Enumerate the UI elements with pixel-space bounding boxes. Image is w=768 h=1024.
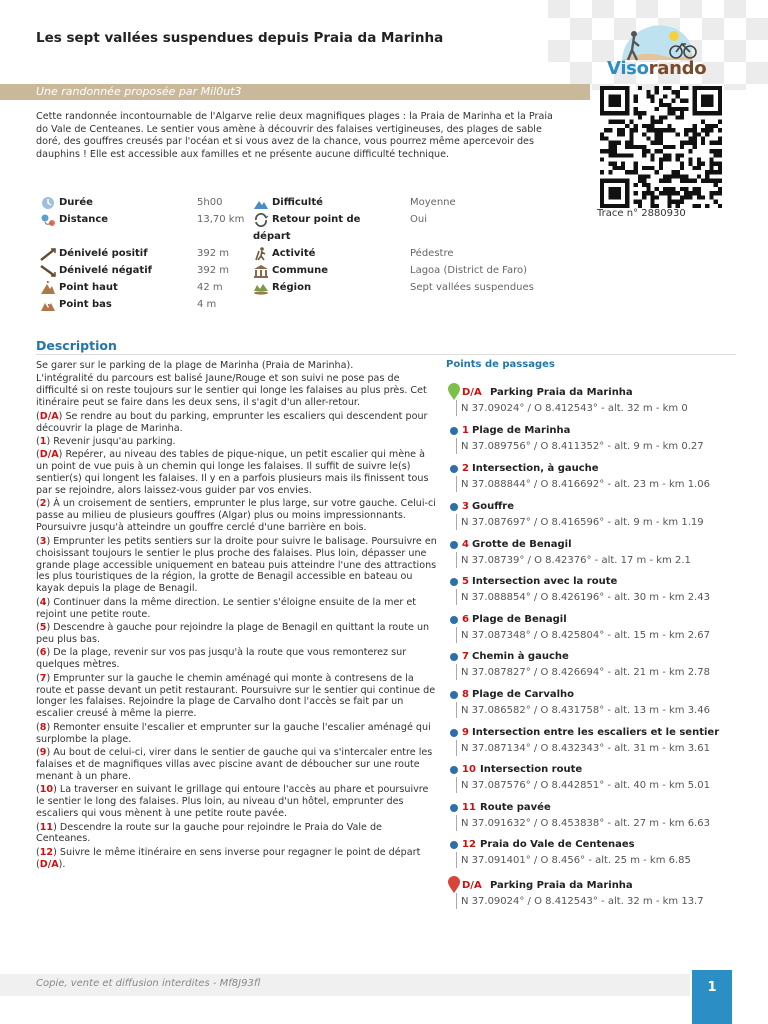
brand-wordmark: Visorando xyxy=(607,58,707,79)
waypoint-dot-icon xyxy=(450,503,458,511)
step-text: Continuer dans la même direction. Le sentier s'éloigne ensuite de la mer et rejoint une petite route. xyxy=(36,596,417,620)
end-pin-icon xyxy=(447,876,461,894)
waypoint-connector xyxy=(456,627,457,643)
step-number: D/A xyxy=(39,858,59,870)
waypoint-connector xyxy=(456,702,457,718)
waypoint-name: Plage de Carvalho xyxy=(472,689,575,700)
step-text: Revenir jusqu'au parking. xyxy=(50,435,176,447)
waypoint-dot-icon xyxy=(450,653,458,661)
waypoint-coordinates: N 37.089756° / O 8.411352° - alt. 9 m - km 0.27 xyxy=(461,441,704,452)
step-number: 4 xyxy=(39,596,47,608)
subtitle-band xyxy=(0,84,590,100)
waypoint-name: Gouffre xyxy=(472,501,515,512)
waypoint-dot-icon xyxy=(450,427,458,435)
waypoint-dot-icon xyxy=(450,541,458,549)
waypoint-connector xyxy=(456,552,457,568)
waypoint-number: 9 xyxy=(462,727,469,738)
description-heading: Description xyxy=(36,338,117,353)
waypoint-dot-icon xyxy=(450,766,458,774)
waypoint-number: 2 xyxy=(462,463,469,474)
checker-square xyxy=(570,62,592,84)
step-number: 5 xyxy=(39,622,47,634)
description-paragraph: (4) Continuer dans la même direction. Le sentier s'éloigne ensuite de la mer et rejoint une petite route. xyxy=(36,596,417,620)
waypoint-coordinates: N 37.09024° / O 8.412543° - alt. 32 m - km 0 xyxy=(461,403,688,414)
region-icon xyxy=(253,281,269,295)
step-text: ). xyxy=(58,858,66,870)
waypoint-dot-icon xyxy=(450,729,458,737)
intro-text: Cette randonnée incontournable de l'Algarve relie deux magnifiques plages : la Praia de Marinha et la Praia do Vale de Centeanes. Le sentier vous amène à découvrir des falaises vertigineuses, des plages de sable doré, des gouffres creusés par l'océan et si vous avez de la chance, vous pourrez même apercevoir des dauphins ! Elle est accessible aux familles et ne présente aucune difficulté technique. xyxy=(36,111,553,160)
stat-ascent-value: 392 m xyxy=(197,248,230,259)
step-number: D/A xyxy=(39,410,59,422)
waypoint-connector xyxy=(456,777,457,793)
waypoint-name: Chemin à gauche xyxy=(472,651,569,662)
waypoint-number: 1 xyxy=(462,425,469,436)
waypoint-name: Intersection entre les escaliers et le sentier xyxy=(472,727,720,738)
waypoints-heading: Points de passages xyxy=(446,359,555,370)
waypoint-number: 8 xyxy=(462,689,469,700)
step-number: 6 xyxy=(39,647,47,659)
waypoint-dot-icon xyxy=(450,465,458,473)
ascent-icon xyxy=(40,247,56,261)
waypoint-coordinates: N 37.088844° / O 8.416692° - alt. 23 m - km 1.06 xyxy=(461,479,710,490)
stat-distance-value: 13,70 km xyxy=(197,214,245,225)
waypoint-connector xyxy=(456,852,457,868)
step-number: 9 xyxy=(39,747,47,759)
stat-descent-value: 392 m xyxy=(197,265,230,276)
waypoint-coordinates: N 37.087697° / O 8.416596° - alt. 9 m - km 1.19 xyxy=(461,517,704,528)
start-pin-icon xyxy=(447,383,461,401)
waypoint-coordinates: N 37.08739° / O 8.42376° - alt. 17 m - km 2.1 xyxy=(461,555,691,566)
step-text: Descendre à gauche pour rejoindre la plage de Benagil en quittant la route un peu plus bas. xyxy=(36,622,430,645)
waypoint-name: Parking Praia da Marinha xyxy=(490,880,633,891)
descent-icon xyxy=(40,264,56,278)
waypoint-coordinates: N 37.09024° / O 8.412543° - alt. 32 m - km 13.7 xyxy=(461,896,704,907)
checker-square xyxy=(548,0,570,18)
description-paragraph: (3) Emprunter les petits sentiers sur la droite pour suivre le balisage. Poursuivre en choisissant toujours le sentier le plus proche des falaises. Plus loin, dépasser une grande plage accessible uniquement en bateau puis atteindre l'une des attractions les plus touristiques de la région, la grotte de Benagil accessible en bateau ou kayak depuis la plage de Benagil. xyxy=(36,535,437,595)
waypoint-number: 11 xyxy=(462,802,476,813)
waypoint-coordinates: N 37.087576° / O 8.442851° - alt. 40 m - km 5.01 xyxy=(461,780,710,791)
checker-square xyxy=(746,62,768,84)
description-body xyxy=(36,360,438,872)
step-text: Emprunter sur la gauche le chemin aménagé qui monte à contresens de la route et passe devant un petit restaurant. Poursuivre sur le sentier qui continue de longer les falaises. Rejoindre la plage de Carvalho dont l'accès se fait par un escalier creusé à même la pierre. xyxy=(36,672,436,720)
description-paragraph: (6) De la plage, revenir sur vos pas jusqu'à la route que vous remonterez sur quelques mètres. xyxy=(36,647,407,671)
step-text: Au bout de celui-ci, virer dans le sentier de gauche qui va s'intercaler entre les falaises et de magnifiques villas avec piscine avant de déboucher sur une route menant à un phare. xyxy=(36,747,433,782)
stat-activity-value: Pédestre xyxy=(410,248,454,259)
waypoint-coordinates: N 37.086582° / O 8.431758° - alt. 13 m - km 3.46 xyxy=(461,705,710,716)
waypoint-number: 3 xyxy=(462,501,469,512)
waypoint-connector xyxy=(456,893,457,909)
stat-high-point-value: 42 m xyxy=(197,282,223,293)
stat-low-point-value: 4 m xyxy=(197,299,217,310)
waypoint-number: 10 xyxy=(462,764,476,775)
step-text: L'intégralité du parcours est balisé Jaune/Rouge et son suivi ne pose pas de difficulté si on reste toujours sur le sentier qui longe les falaises au plus près. Cet itinéraire peut se faire dans les deux sens, il s'agit d'un aller-retour. xyxy=(36,373,427,409)
waypoint-connector xyxy=(456,438,457,454)
step-text: Se rendre au bout du parking, emprunter les escaliers qui descendent pour découvrir la plage de Marinha. xyxy=(36,410,428,434)
checker-square xyxy=(548,40,570,62)
waypoint-number: 7 xyxy=(462,651,469,662)
checker-square xyxy=(724,40,746,62)
waypoint-coordinates: N 37.087827° / O 8.426694° - alt. 21 m - km 2.78 xyxy=(461,667,710,678)
divider xyxy=(36,354,736,355)
author-line: Une randonnée proposée par Mil0ut3 xyxy=(36,85,242,98)
step-number: 1 xyxy=(39,435,47,447)
waypoint-number: 5 xyxy=(462,576,469,587)
checker-square xyxy=(724,84,746,90)
step-text: Remonter ensuite l'escalier et emprunter sur la gauche l'escalier aménagé qui surplombe la plage. xyxy=(36,721,431,745)
waypoint-coordinates: N 37.091401° / O 8.456° - alt. 25 m - km 6.85 xyxy=(461,855,691,866)
waypoint-name: Grotte de Benagil xyxy=(472,539,572,550)
waypoint-number: D/A xyxy=(462,387,482,398)
trace-number: Trace n° 2880930 xyxy=(597,208,686,219)
waypoint-dot-icon xyxy=(450,691,458,699)
waypoint-coordinates: N 37.087348° / O 8.425804° - alt. 15 m - km 2.67 xyxy=(461,630,710,641)
page-number: 1 xyxy=(692,970,732,1024)
waypoint-dot-icon xyxy=(450,616,458,624)
waypoint-coordinates: N 37.087134° / O 8.432343° - alt. 31 m - km 3.61 xyxy=(461,743,710,754)
description-paragraph: (D/A) Repérer, au niveau des tables de pique-nique, un petit escalier qui mène à un point de vue puis à un chemin qui longe les falaises. Il suffit de suivre le(s) sentier(s) qui longent les falaises. Il y en a parfois plusieurs mais ils finissent tous par se rejoindre, alors laissez-vous guider par vos envies. xyxy=(36,449,429,497)
step-number: 8 xyxy=(39,721,47,733)
waypoint-number: 6 xyxy=(462,614,469,625)
step-number: 10 xyxy=(39,784,54,796)
waypoint-connector xyxy=(456,400,457,416)
checker-square xyxy=(746,18,768,40)
description-paragraph: (11) Descendre la route sur la gauche pour rejoindre le Praia do Vale de Centeanes. xyxy=(36,821,382,845)
description-paragraph: (7) Emprunter sur la gauche le chemin aménagé qui monte à contresens de la route et passe devant un petit restaurant. Poursuivre sur le sentier qui continue de longer les falaises. Rejoindre la plage de Carvalho dont l'accès se fait par un escalier creusé à même la pierre. xyxy=(36,672,436,720)
footer xyxy=(0,974,690,996)
description-paragraph: (12) Suivre le même itinéraire en sens inverse pour regagner le point de départ (D/A). xyxy=(36,846,421,870)
qr-code xyxy=(596,86,726,208)
step-text: Repérer, au niveau des tables de pique-nique, un petit escalier qui mène à un point de vue puis à un chemin qui longe les falaises. Il suffit de suivre le(s) sentier(s) qui longent les falaises. Il y en a parfois plusieurs mais ils finissent tous par se rejoindre, alors laissez-vous guider par vos envies. xyxy=(36,449,429,497)
waypoint-connector xyxy=(456,815,457,831)
description-paragraph xyxy=(36,360,438,372)
step-text: De la plage, revenir sur vos pas jusqu'à la route que vous remonterez sur quelques mètres. xyxy=(36,647,407,671)
stat-region-value: Sept vallées suspendues xyxy=(410,282,534,293)
copyright-notice: Copie, vente et diffusion interdites - Mf8J93fl xyxy=(36,978,261,989)
step-number: 12 xyxy=(39,846,54,858)
waypoint-name: Parking Praia da Marinha xyxy=(490,387,633,398)
checker-square xyxy=(570,18,592,40)
stat-difficulty-value: Moyenne xyxy=(410,197,456,208)
step-text: Se garer sur le parking de la plage de Marinha (Praia de Marinha). xyxy=(36,360,354,371)
stat-town-value: Lagoa (District de Faro) xyxy=(410,265,528,276)
waypoint-name: Intersection route xyxy=(480,764,583,775)
stat-duration-value: 5h00 xyxy=(197,197,223,208)
waypoint-dot-icon xyxy=(450,578,458,586)
waypoint-connector xyxy=(456,589,457,605)
waypoint-coordinates: N 37.088854° / O 8.426196° - alt. 30 m - km 2.43 xyxy=(461,592,710,603)
step-text: Suivre le même itinéraire en sens inverse pour regagner le point de départ ( xyxy=(36,846,421,870)
description-paragraph: (1) Revenir jusqu'au parking. xyxy=(36,435,176,447)
waypoint-connector xyxy=(456,514,457,530)
description-paragraph: (8) Remonter ensuite l'escalier et emprunter sur la gauche l'escalier aménagé qui surplombe la plage. xyxy=(36,721,431,745)
step-number: D/A xyxy=(39,449,59,461)
waypoint-connector xyxy=(456,664,457,680)
description-paragraph: (D/A) Se rendre au bout du parking, emprunter les escaliers qui descendent pour découvrir la plage de Marinha. xyxy=(36,410,428,434)
waypoint-name: Intersection avec la route xyxy=(472,576,618,587)
checker-square xyxy=(724,0,746,18)
step-text: La traverser en suivant le grillage qui entoure l'accès au phare et poursuivre le sentier le long des falaises. Plus loin, au niveau d'un hôtel, emprunter des escaliers qui vous mènent à une petite route pavée. xyxy=(36,784,429,820)
description-paragraph: (10) La traverser en suivant le grillage qui entoure l'accès au phare et poursuivre le sentier le long des falaises. Plus loin, au niveau d'un hôtel, emprunter des escaliers qui vous mènent à une petite route pavée. xyxy=(36,784,429,820)
step-number: 7 xyxy=(39,672,47,684)
waypoint-dot-icon xyxy=(450,841,458,849)
waypoint-name: Praia do Vale de Centenaes xyxy=(480,839,635,850)
step-text: Descendre la route sur la gauche pour rejoindre le Praia do Vale de Centeanes. xyxy=(36,821,382,845)
waypoint-connector xyxy=(456,476,457,492)
description-paragraph: (2) À un croisement de sentiers, emprunter le plus large, sur votre gauche. Celui-ci passe au milieu de plusieurs gouffres (Algar) plus ou moins impressionnants. Poursuivre jusqu'à atteindre un gouffre cerclé d'une barrière en bois. xyxy=(36,498,436,534)
description-paragraph: (9) Au bout de celui-ci, virer dans le sentier de gauche qui va s'intercaler entre les falaises et de magnifiques villas avec piscine avant de déboucher sur une route menant à un phare. xyxy=(36,747,433,782)
step-number: 11 xyxy=(39,821,54,833)
waypoint-name: Intersection, à gauche xyxy=(472,463,599,474)
description-paragraph: (5) Descendre à gauche pour rejoindre la plage de Benagil en quittant la route un peu plus bas. xyxy=(36,622,430,645)
difficulty-icon xyxy=(253,196,269,210)
clock-icon xyxy=(40,196,56,210)
townhall-icon xyxy=(253,264,269,278)
waypoint-name: Plage de Benagil xyxy=(472,614,567,625)
summit-icon xyxy=(40,281,56,295)
waypoint-number: 4 xyxy=(462,539,469,550)
distance-icon xyxy=(40,213,56,227)
step-text: Emprunter les petits sentiers sur la droite pour suivre le balisage. Poursuivre en choisissant toujours le sentier le plus proche des falaises. Plus loin, dépasser une grande plage accessible uniquement en bateau puis atteindre l'une des attractions les plus touristiques de la région, la grotte de Benagil accessible en bateau ou kayak depuis la plage de Benagil. xyxy=(36,535,437,595)
page-title: Les sept vallées suspendues depuis Praia da Marinha xyxy=(36,30,444,46)
waypoint-connector xyxy=(456,740,457,756)
step-number: 3 xyxy=(39,535,47,547)
waypoint-number: D/A xyxy=(462,880,482,891)
waypoint-number: 12 xyxy=(462,839,476,850)
low-point-icon xyxy=(40,298,56,312)
hiker-icon xyxy=(253,247,269,261)
step-number: 2 xyxy=(39,498,47,510)
waypoint-name: Plage de Marinha xyxy=(472,425,571,436)
waypoint-dot-icon xyxy=(450,804,458,812)
loop-icon xyxy=(253,213,269,227)
description-paragraph xyxy=(36,373,438,409)
waypoint-name: Route pavée xyxy=(480,802,551,813)
waypoint-coordinates: N 37.091632° / O 8.453838° - alt. 27 m - km 6.63 xyxy=(461,818,710,829)
stat-loop-value: Oui xyxy=(410,214,427,225)
step-text: À un croisement de sentiers, emprunter le plus large, sur votre gauche. Celui-ci passe au milieu de plusieurs gouffres (Algar) plus ou moins impressionnants. Poursuivre jusqu'à atteindre un gouffre cerclé d'une barrière en bois. xyxy=(36,498,436,534)
